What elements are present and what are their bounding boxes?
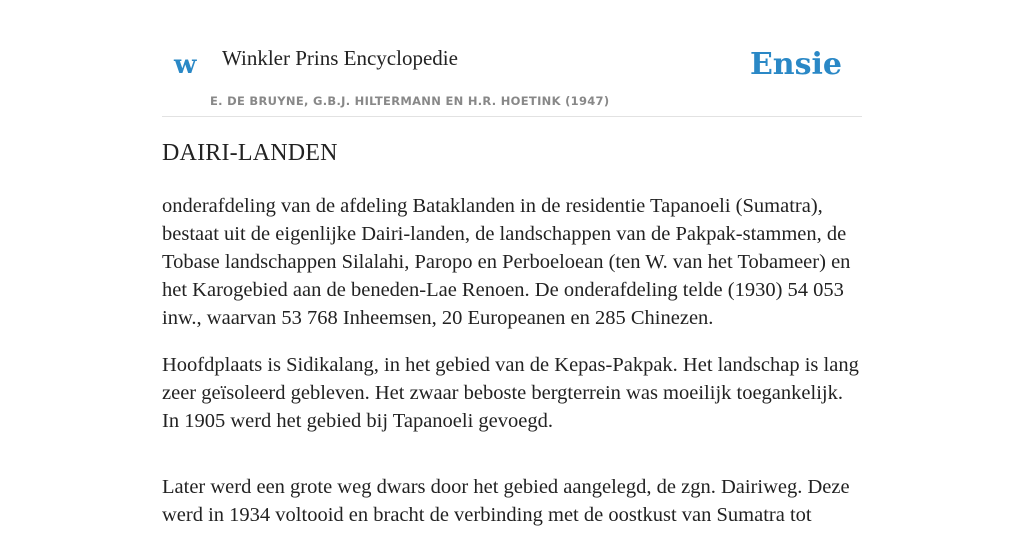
entry-paragraph: onderafdeling van de afdeling Bataklanden in de residentie Tapanoeli (Sumatra), bestaat uit de eigenlijke Dairi-landen, de landschappen van de Pakpak-stammen, de Tobase landschappen Silalahi, Paropo en Perboeloean (ten W. van het Tobameer) en het Karogebied aan de beneden-Lae Renoen. De onderafdeling telde (1930) 54 053 inw., waarvan 53 768 Inheemsen, 20 Europeanen en 285 Chinezen. [162, 195, 851, 329]
entry-title: DAIRI-LANDEN [162, 140, 338, 166]
book-title[interactable]: Winkler Prins Encyclopedie [222, 46, 458, 70]
entry-body [162, 192, 862, 548]
entry-paragraph: Later werd een grote weg dwars door het gebied aangelegd, de zgn. Dairiweg. Deze werd in 1934 voltooid en bracht de verbinding met de oostkust van Sumatra tot [162, 476, 850, 526]
ensie-brand-logo[interactable]: Ensie [749, 47, 842, 82]
logo-icon[interactable]: w [174, 50, 197, 80]
site-header [162, 0, 862, 117]
book-authors: E. DE BRUYNE, G.B.J. HILTERMANN EN H.R. HOETINK (1947) [210, 94, 610, 108]
entry-paragraph: Hoofdplaats is Sidikalang, in het gebied van de Kepas-Pakpak. Het landschap is lang zeer geïsoleerd gebleven. Het zwaar beboste bergterrein was moeilijk toegankelijk. In 1905 werd het gebied bij Tapanoeli gevoegd. [162, 354, 859, 432]
page [162, 0, 862, 526]
